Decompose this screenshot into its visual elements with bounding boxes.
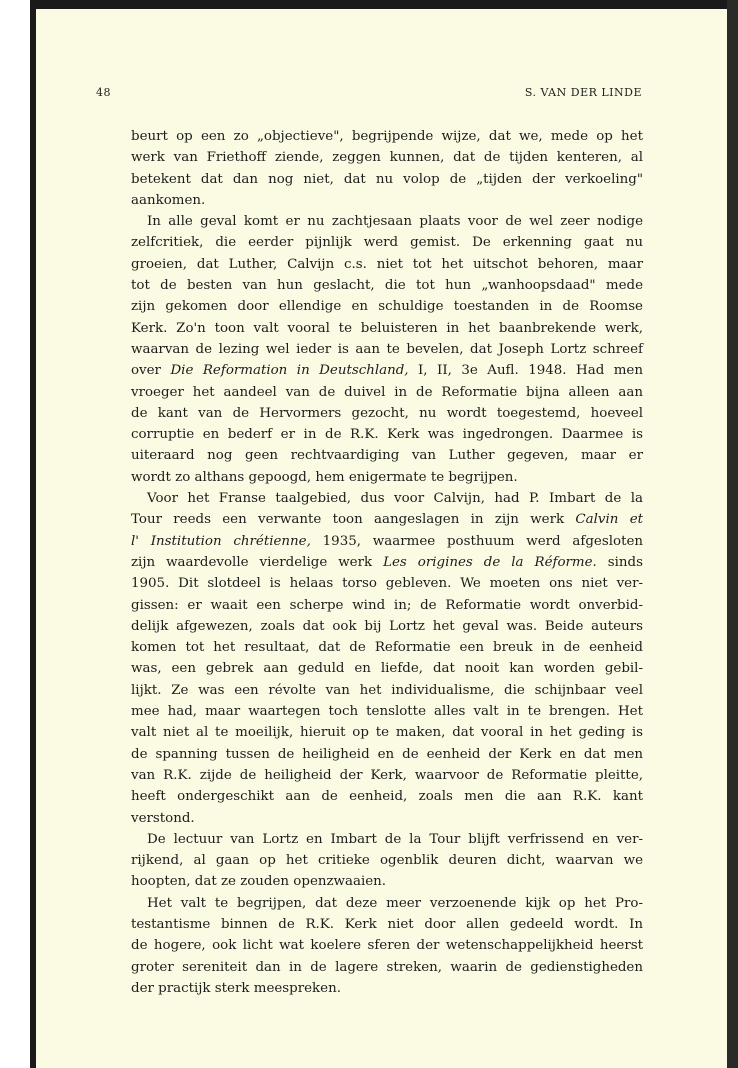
body-text: [131, 126, 643, 999]
text-line: l' Institution chrétienne, 1935, waarmee posthuum werd afgesloten: [131, 533, 643, 549]
text-line: zijn gekomen door ellendige en schuldige toestanden in de Roomse: [131, 299, 643, 315]
text-line: Voor het Franse taalgebied, dus voor Calvijn, had P. Imbart de la: [147, 491, 643, 507]
text-line: lijkt. Ze was een révolte van het individualisme, die schijnbaar veel: [131, 682, 643, 698]
text-line: delijk afgewezen, zoals dat ook bij Lortz het geval was. Beide auteurs: [131, 618, 643, 634]
text-line: corruptie en bederf er in de R.K. Kerk was ingedrongen. Daarmee is: [131, 427, 643, 443]
text-line: wordt zo althans gepoogd, hem enigermate te begrijpen.: [131, 469, 518, 485]
text-line: aankomen.: [131, 192, 206, 208]
text-line: mee had, maar waartegen toch tenslotte alles valt in te brengen. Het: [131, 704, 643, 720]
text-line: In alle geval komt er nu zachtjesaan plaats voor de wel zeer nodige: [147, 214, 643, 230]
text-line: rijkend, al gaan op het critieke ogenblik deuren dicht, waarvan we: [131, 853, 643, 869]
text-line: uiteraard nog geen rechtvaardiging van Luther gegeven, maar er: [131, 448, 643, 464]
text-line: groeien, dat Luther, Calvijn c.s. niet tot het uitschot behoren, maar: [131, 256, 643, 272]
book-title: l' Institution chrétienne,: [131, 533, 311, 549]
scan-border-right: [727, 0, 738, 1068]
text-line: De lectuur van Lortz en Imbart de la Tour blijft verfrissend en ver-: [147, 831, 643, 847]
text-line: vroeger het aandeel van de duivel in de Reformatie bijna alleen aan: [131, 384, 643, 400]
page-number: 48: [96, 86, 111, 99]
text-line: Kerk. Zo'n toon valt vooral te beluisteren in het baanbrekende werk,: [131, 320, 643, 336]
text-line: heeft ondergeschikt aan de eenheid, zoals men die aan R.K. kant: [131, 789, 643, 805]
text-line: was, een gebrek aan geduld en liefde, dat nooit kan worden gebil-: [131, 661, 643, 677]
text-line: der practijk sterk meespreken.: [131, 980, 341, 996]
text-line: de hogere, ook licht wat koelere sferen der wetenschappelijkheid heerst: [131, 938, 643, 954]
text-line: 1905. Dit slotdeel is helaas torso gebleven. We moeten ons niet ver-: [131, 576, 643, 592]
text-line: beurt op een zo „objectieve", begrijpende wijze, dat we, mede op het: [131, 129, 643, 144]
text-line: gissen: er waait een scherpe wind in; de Reformatie wordt onverbid-: [131, 597, 643, 613]
running-title: S. VAN DER LINDE: [524, 86, 642, 99]
text-line: verstond.: [131, 810, 195, 826]
text-line: testantisme binnen de R.K. Kerk niet door allen gedeeld wordt. In: [131, 916, 643, 932]
text-line: over Die Reformation in Deutschland, I, II, 3e Aufl. 1948. Had men: [131, 363, 643, 379]
text-line: de kant van de Hervormers gezocht, nu wordt toegestemd, hoeveel: [131, 405, 643, 421]
text-line: werk van Friethoff ziende, zeggen kunnen, dat de tijden kenteren, al: [131, 150, 643, 166]
running-head: [96, 86, 642, 99]
book-title: Die Reformation in Deutschland,: [170, 363, 409, 379]
book-title: Calvin et: [575, 512, 644, 528]
text-line: komen tot het resultaat, dat de Reformatie een breuk in de eenheid: [131, 640, 643, 656]
text-line: zelfcritiek, die eerder pijnlijk werd gemist. De erkenning gaat nu: [131, 235, 643, 251]
text-line: Het valt te begrijpen, dat deze meer verzoenende kijk op het Pro-: [147, 895, 643, 911]
text-line: tot de besten van hun geslacht, die tot hun „wanhoopsdaad" mede: [131, 278, 643, 294]
text-line: waarvan de lezing wel ieder is aan te bevelen, dat Joseph Lortz schreef: [131, 341, 643, 357]
text-line: zijn waardevolle vierdelige werk Les origines de la Réforme. sinds: [131, 554, 643, 570]
scan-border-top: [30, 0, 738, 9]
text-line: betekent dat dan nog niet, dat nu volop de „tijden der verkoeling": [131, 171, 643, 187]
book-title: Les origines de la Réforme.: [383, 554, 597, 570]
text-line: hoopten, dat ze zouden openzwaaien.: [131, 874, 387, 890]
text-line: Tour reeds een verwante toon aangeslagen in zijn werk Calvin et: [131, 512, 644, 528]
text-line: valt niet al te moeilijk, hieruit op te maken, dat vooral in het geding is: [131, 725, 643, 741]
text-line: van R.K. zijde de heiligheid der Kerk, waarvoor de Reformatie pleitte,: [131, 767, 643, 783]
text-line: de spanning tussen de heiligheid en de eenheid der Kerk en dat men: [131, 746, 643, 762]
text-line: groter sereniteit dan in de lagere streken, waarin de gedienstigheden: [131, 959, 643, 975]
